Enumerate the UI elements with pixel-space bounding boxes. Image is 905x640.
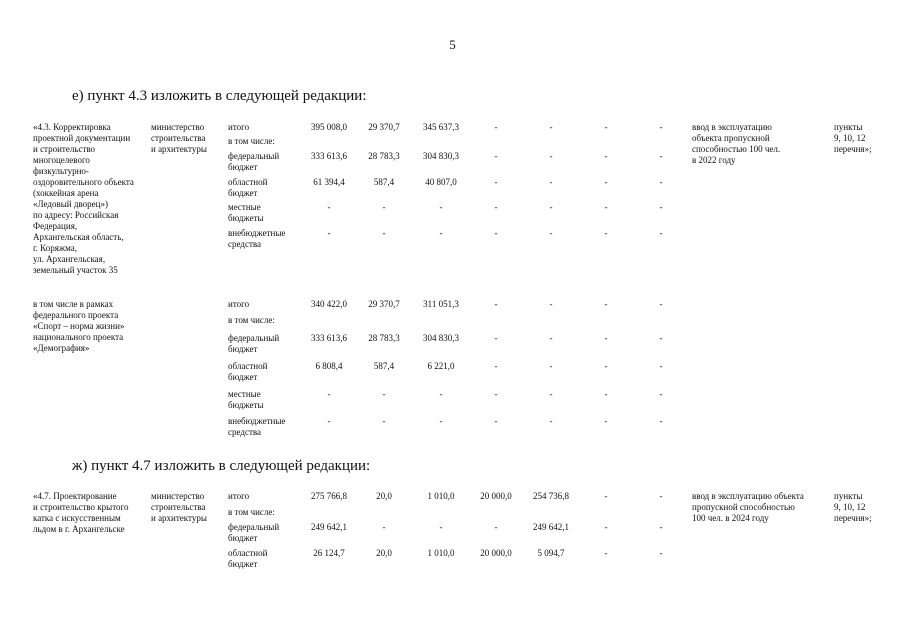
federal-project-value-cell: -	[549, 389, 553, 399]
item-4-3-row-label: местные бюджеты	[228, 202, 264, 223]
federal-project-row-label: внебюджетные средства	[228, 416, 286, 437]
federal-project-value-cell: -	[494, 416, 498, 426]
item-4-3-value-cell: -	[659, 228, 663, 238]
item-4-7-value-cell: 1 010,0	[427, 491, 455, 501]
item-4-3-value-cell: 333 613,6	[311, 151, 347, 161]
item-4-3-result: ввод в эксплуатацию объекта пропускной способностью 100 чел. в 2022 году	[692, 122, 781, 165]
federal-project-value-cell: -	[659, 361, 663, 371]
item-4-3-row-label: в том числе:	[228, 136, 275, 146]
item-4-7-value-cell: -	[659, 491, 663, 501]
federal-project-value-cell: -	[327, 389, 331, 399]
federal-project-value-cell: -	[604, 389, 608, 399]
item-4-7-name: «4.7. Проектирование и строительство крытого катка с искусственным льдом в г. Архангельске	[33, 491, 129, 534]
item-4-3-name: «4.3. Корректировка проектной документации и строительство многоцелевого физкультурно- оздоровительного объекта (хоккейная арена «Ледовый дворец») по адресу: Российская Федерация, Архангельская область, г. Коряжма, ул. Архангельская, земельный участок 35	[33, 122, 134, 275]
item-4-7-indicators: пункты 9, 10, 12 перечня»;	[834, 491, 872, 523]
item-4-3-value-cell: -	[604, 151, 608, 161]
federal-project-value-cell: -	[439, 416, 443, 426]
federal-project-value-cell: -	[659, 333, 663, 343]
item-4-7-value-cell: -	[659, 522, 663, 532]
federal-project-value-cell: 587,4	[373, 361, 395, 371]
federal-project-value-cell: 6 808,4	[315, 361, 343, 371]
federal-project-value-cell: 6 221,0	[427, 361, 455, 371]
item-4-7-value-cell: 20,0	[376, 491, 392, 501]
item-4-3-value-cell: -	[439, 228, 443, 238]
item-4-3-value-cell: -	[604, 202, 608, 212]
item-4-7-value-cell: 1 010,0	[427, 548, 455, 558]
item-4-7-value-cell: 254 736,8	[533, 491, 569, 501]
page-number: 5	[449, 37, 456, 52]
federal-project-row-label: федеральный бюджет	[228, 333, 280, 354]
item-4-3-value-cell: 304 830,3	[423, 151, 459, 161]
federal-project-value-cell: -	[604, 299, 608, 309]
item-4-7-value-cell: 275 766,8	[311, 491, 347, 501]
item-4-7-row-label: итого	[228, 491, 250, 501]
federal-project-value-cell: -	[382, 389, 386, 399]
item-4-7-value-cell: -	[439, 522, 443, 532]
item-4-7-row-label: в том числе:	[228, 507, 275, 517]
heading-section-zh: ж) пункт 4.7 изложить в следующей редакции:	[72, 458, 371, 474]
federal-project-row-label: областной бюджет	[228, 361, 268, 382]
item-4-3-value-cell: -	[494, 151, 498, 161]
item-4-7-row-label: областной бюджет	[228, 548, 268, 569]
item-4-3-value-cell: -	[549, 228, 553, 238]
federal-project-value-cell: -	[659, 389, 663, 399]
federal-project-value-cell: -	[549, 299, 553, 309]
item-4-3-value-cell: -	[604, 122, 608, 132]
federal-project-value-cell: 304 830,3	[423, 333, 459, 343]
federal-project-value-cell: 333 613,6	[311, 333, 347, 343]
item-4-3-value-cell: 345 637,3	[423, 122, 459, 132]
item-4-3-value-cell: -	[439, 202, 443, 212]
federal-project-value-cell: -	[382, 416, 386, 426]
heading-section-e: е) пункт 4.3 изложить в следующей редакции:	[72, 88, 367, 104]
item-4-3-value-cell: -	[549, 177, 553, 187]
item-4-3-row-label: внебюджетные средства	[228, 228, 286, 249]
federal-project-row-label: местные бюджеты	[228, 389, 264, 410]
item-4-7-value-cell: 26 124,7	[313, 548, 345, 558]
item-4-3-value-cell: -	[549, 202, 553, 212]
item-4-3-value-cell: -	[659, 202, 663, 212]
federal-project-value-cell: -	[549, 333, 553, 343]
item-4-7-result: ввод в эксплуатацию объекта пропускной способностью 100 чел. в 2024 году	[692, 491, 804, 523]
federal-project-row-label: итого	[228, 299, 250, 309]
item-4-7-value-cell: -	[604, 522, 608, 532]
item-4-3-value-cell: -	[659, 177, 663, 187]
federal-project-value-cell: -	[604, 333, 608, 343]
federal-project-value-cell: -	[549, 361, 553, 371]
item-4-3-value-cell: -	[549, 151, 553, 161]
item-4-3-value-cell: -	[604, 228, 608, 238]
federal-project-value-cell: -	[494, 389, 498, 399]
item-4-3-value-cell: -	[327, 228, 331, 238]
federal-project-value-cell: -	[494, 333, 498, 343]
item-4-7-value-cell: 5 094,7	[537, 548, 565, 558]
item-4-7-value-cell: -	[604, 491, 608, 501]
federal-project-value-cell: -	[549, 416, 553, 426]
item-4-7-value-cell: 249 642,1	[311, 522, 347, 532]
item-4-3-value-cell: 395 008,0	[311, 122, 347, 132]
item-4-3-value-cell: -	[382, 202, 386, 212]
item-4-3-executor: министерство строительства и архитектуры	[151, 122, 207, 154]
item-4-7-value-cell: -	[659, 548, 663, 558]
item-4-3-value-cell: 40 807,0	[425, 177, 457, 187]
item-4-3-value-cell: -	[494, 228, 498, 238]
item-4-7-value-cell: -	[382, 522, 386, 532]
item-4-3-value-cell: -	[327, 202, 331, 212]
item-4-7-executor: министерство строительства и архитектуры	[151, 491, 207, 523]
federal-project-value-cell: 28 783,3	[368, 333, 400, 343]
item-4-7-value-cell: 20 000,0	[480, 491, 512, 501]
federal-project-value-cell: -	[327, 416, 331, 426]
item-4-3-value-cell: 587,4	[373, 177, 395, 187]
item-4-3-value-cell: 29 370,7	[368, 122, 400, 132]
federal-project-value-cell: 311 051,3	[423, 299, 459, 309]
federal-project-value-cell: 340 422,0	[311, 299, 347, 309]
item-4-3-row-label: федеральный бюджет	[228, 151, 280, 172]
federal-project-value-cell: -	[439, 389, 443, 399]
item-4-7-row-label: федеральный бюджет	[228, 522, 280, 543]
federal-project-value-cell: -	[494, 361, 498, 371]
federal-project-row-label: в том числе:	[228, 315, 275, 325]
item-4-7-value-cell: -	[604, 548, 608, 558]
item-4-3-value-cell: -	[659, 151, 663, 161]
item-4-3-indicators: пункты 9, 10, 12 перечня»;	[834, 122, 872, 154]
federal-project-value-cell: -	[604, 361, 608, 371]
item-4-7-value-cell: 20,0	[376, 548, 392, 558]
federal-project-value-cell: -	[604, 416, 608, 426]
item-4-7-value-cell: 249 642,1	[533, 522, 569, 532]
federal-project-value-cell: 29 370,7	[368, 299, 400, 309]
item-4-3-value-cell: -	[659, 122, 663, 132]
item-4-7-value-cell: -	[494, 522, 498, 532]
item-4-3-value-cell: 28 783,3	[368, 151, 400, 161]
item-4-3-row-label: областной бюджет	[228, 177, 268, 198]
item-4-3-value-cell: -	[494, 177, 498, 187]
item-4-3-value-cell: 61 394,4	[313, 177, 345, 187]
item-4-7-value-cell: 20 000,0	[480, 548, 512, 558]
federal-project-value-cell: -	[494, 299, 498, 309]
item-4-3-row-label: итого	[228, 122, 250, 132]
item-4-3-value-cell: -	[549, 122, 553, 132]
item-4-3-value-cell: -	[494, 122, 498, 132]
federal-project-name: в том числе в рамках федерального проекта «Спорт – норма жизни» национального проекта «Демография»	[33, 299, 125, 353]
federal-project-value-cell: -	[659, 416, 663, 426]
item-4-3-value-cell: -	[604, 177, 608, 187]
federal-project-value-cell: -	[659, 299, 663, 309]
item-4-3-value-cell: -	[494, 202, 498, 212]
item-4-3-value-cell: -	[382, 228, 386, 238]
